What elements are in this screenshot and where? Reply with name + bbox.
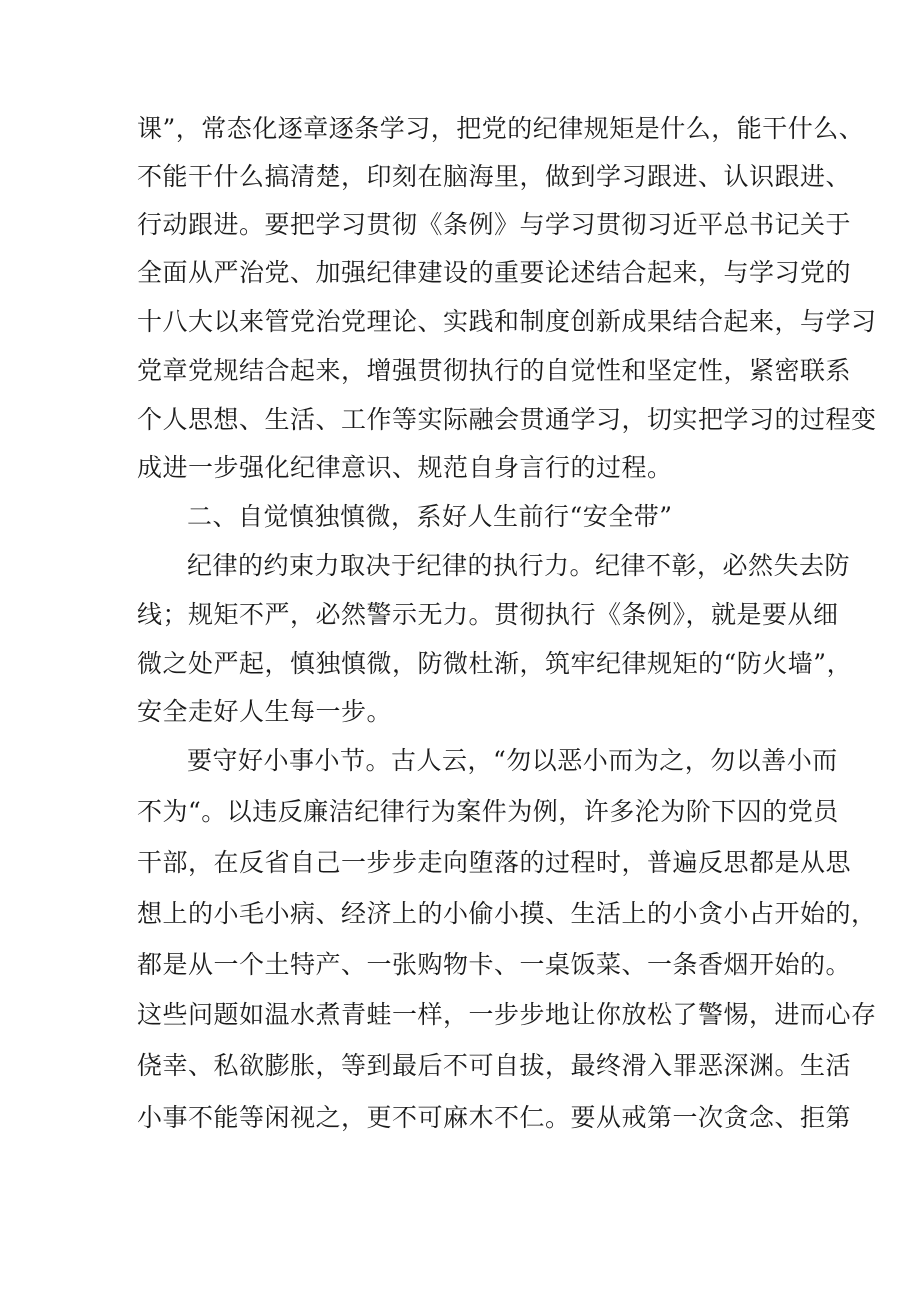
paragraph-3-line-3: 干部，在反省自己一步步走向堕落的过程时，普遍反思都是从思 xyxy=(137,848,852,877)
paragraph-2-line-4: 安全走好人生每一步。 xyxy=(137,697,393,726)
paragraph-1-line-4: 全面从严治党、加强纪律建设的重要论述结合起来，与学习党的 xyxy=(137,258,852,287)
paragraph-3-line-4: 想上的小毛小病、经济上的小偷小摸、生活上的小贪小占开始的， xyxy=(137,899,877,928)
paragraph-1-line-2: 不能干什么搞清楚，印刻在脑海里，做到学习跟进、认识跟进、 xyxy=(137,162,852,191)
paragraph-2-line-1: 纪律的约束力取决于纪律的执行力。纪律不彰，必然失去防 xyxy=(187,551,851,580)
paragraph-3-line-2: 不为“。以违反廉洁纪律行为案件为例，许多沦为阶下囚的党员 xyxy=(137,797,839,826)
paragraph-2-line-3: 微之处严起，慎独慎微，防微杜渐，筑牢纪律规矩的“防火墙”， xyxy=(137,649,853,678)
paragraph-1-line-5: 十八大以来管党治党理论、实践和制度创新成果结合起来，与学习 xyxy=(137,307,877,336)
paragraph-1-line-8: 成进一步强化纪律意识、规范自身言行的过程。 xyxy=(137,453,673,482)
paragraph-1-line-6: 党章党规结合起来，增强贯彻执行的自觉性和坚定性，紧密联系 xyxy=(137,356,852,385)
paragraph-1-line-1: 课”，常态化逐章逐条学习，把党的纪律规矩是什么，能干什么、 xyxy=(137,114,865,143)
section-heading: 二、自觉慎独慎微，系好人生前行“安全带” xyxy=(187,502,673,531)
paragraph-3-line-6: 这些问题如温水煮青蛙一样，一步步地让你放松了警惕，进而心存 xyxy=(137,1000,877,1029)
paragraph-3-line-7: 侥幸、私欲膨胀，等到最后不可自拔，最终滑入罪恶深渊。生活 xyxy=(137,1051,852,1080)
paragraph-3-line-8: 小事不能等闲视之，更不可麻木不仁。要从戒第一次贪念、拒第 xyxy=(137,1103,852,1132)
paragraph-1-line-3: 行动跟进。要把学习贯彻《条例》与学习贯彻习近平总书记关于 xyxy=(137,210,852,239)
paragraph-3-line-5: 都是从一个土特产、一张购物卡、一桌饭菜、一条香烟开始的。 xyxy=(137,950,852,979)
paragraph-3-line-1: 要守好小事小节。古人云，“勿以恶小而为之，勿以善小而 xyxy=(187,746,838,775)
paragraph-1-line-7: 个人思想、生活、工作等实际融会贯通学习，切实把学习的过程变 xyxy=(137,405,877,434)
paragraph-2-line-2: 线；规矩不严，必然警示无力。贯彻执行《条例》，就是要从细 xyxy=(137,600,839,629)
